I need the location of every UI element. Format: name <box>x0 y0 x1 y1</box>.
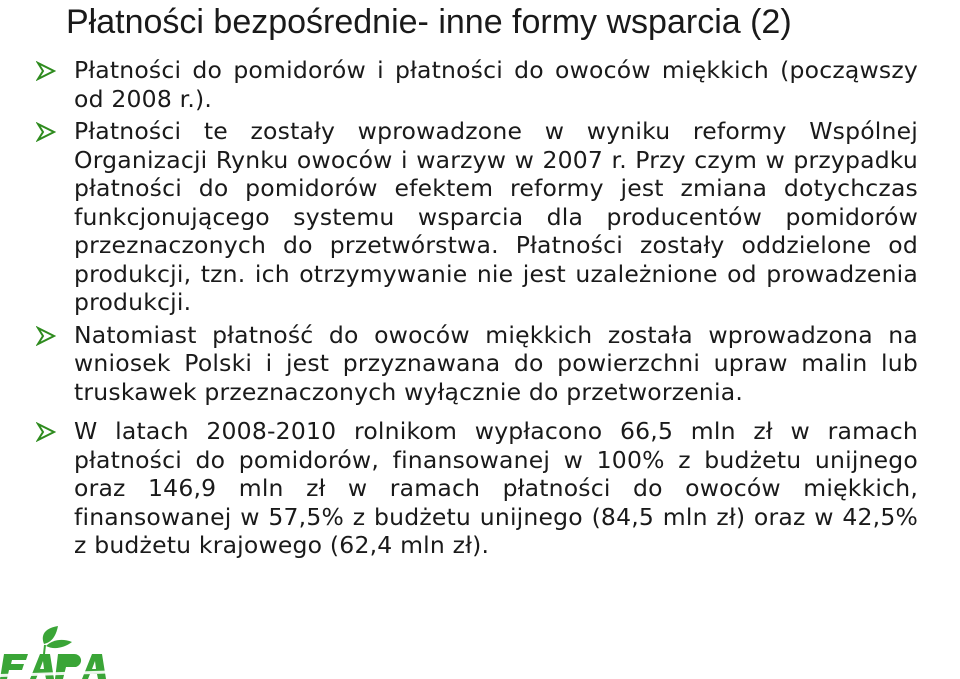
bullet-text: Płatności do pomidorów i płatności do owoców miękkich (począwszy od 2008 r.). <box>74 56 918 113</box>
page-title: Płatności bezpośrednie- inne formy wsparcia (2) <box>66 3 792 41</box>
bullet-item <box>36 56 918 113</box>
bullet-item <box>36 117 918 317</box>
arrow-right-outline-icon <box>36 422 56 442</box>
bullet-item <box>36 417 918 560</box>
arrow-right-outline-icon <box>36 61 56 81</box>
bullet-text: Natomiast płatność do owoców miękkich została wprowadzona na wniosek Polski i jest przyznawana do powierzchni upraw malin lub truskawek przeznaczonych wyłącznie do przetworzenia. <box>74 320 918 406</box>
fapa-logo-icon <box>0 624 124 679</box>
bullet-item <box>36 321 918 407</box>
bullet-list <box>36 56 918 560</box>
arrow-right-outline-icon <box>36 326 56 346</box>
bullet-text: W latach 2008-2010 rolnikom wypłacono 66,5 mln zł w ramach płatności do pomidorów, finansowanej w 100% z budżetu unijnego oraz 146,9 mln zł w ramach płatności do owoców miękkich, finansowanej w 57,5% z budżetu unijnego (84,5 mln zł) oraz w 42,5% z budżetu krajowego (62,4 mln zł). <box>74 417 918 559</box>
bullet-text: Płatności te zostały wprowadzone w wyniku reformy Wspólnej Organizacji Rynku owoców i warzyw w 2007 r. Przy czym w przypadku płatności do pomidorów efektem reformy jest zmiana dotychczas funkcjonującego systemu wsparcia dla producentów pomidorów przeznaczonych do przetwórstwa. Płatności zostały oddzielone od produkcji, tzn. ich otrzymywanie nie jest uzależnione od prowadzenia produkcji. <box>74 117 918 316</box>
arrow-right-outline-icon <box>36 122 56 142</box>
